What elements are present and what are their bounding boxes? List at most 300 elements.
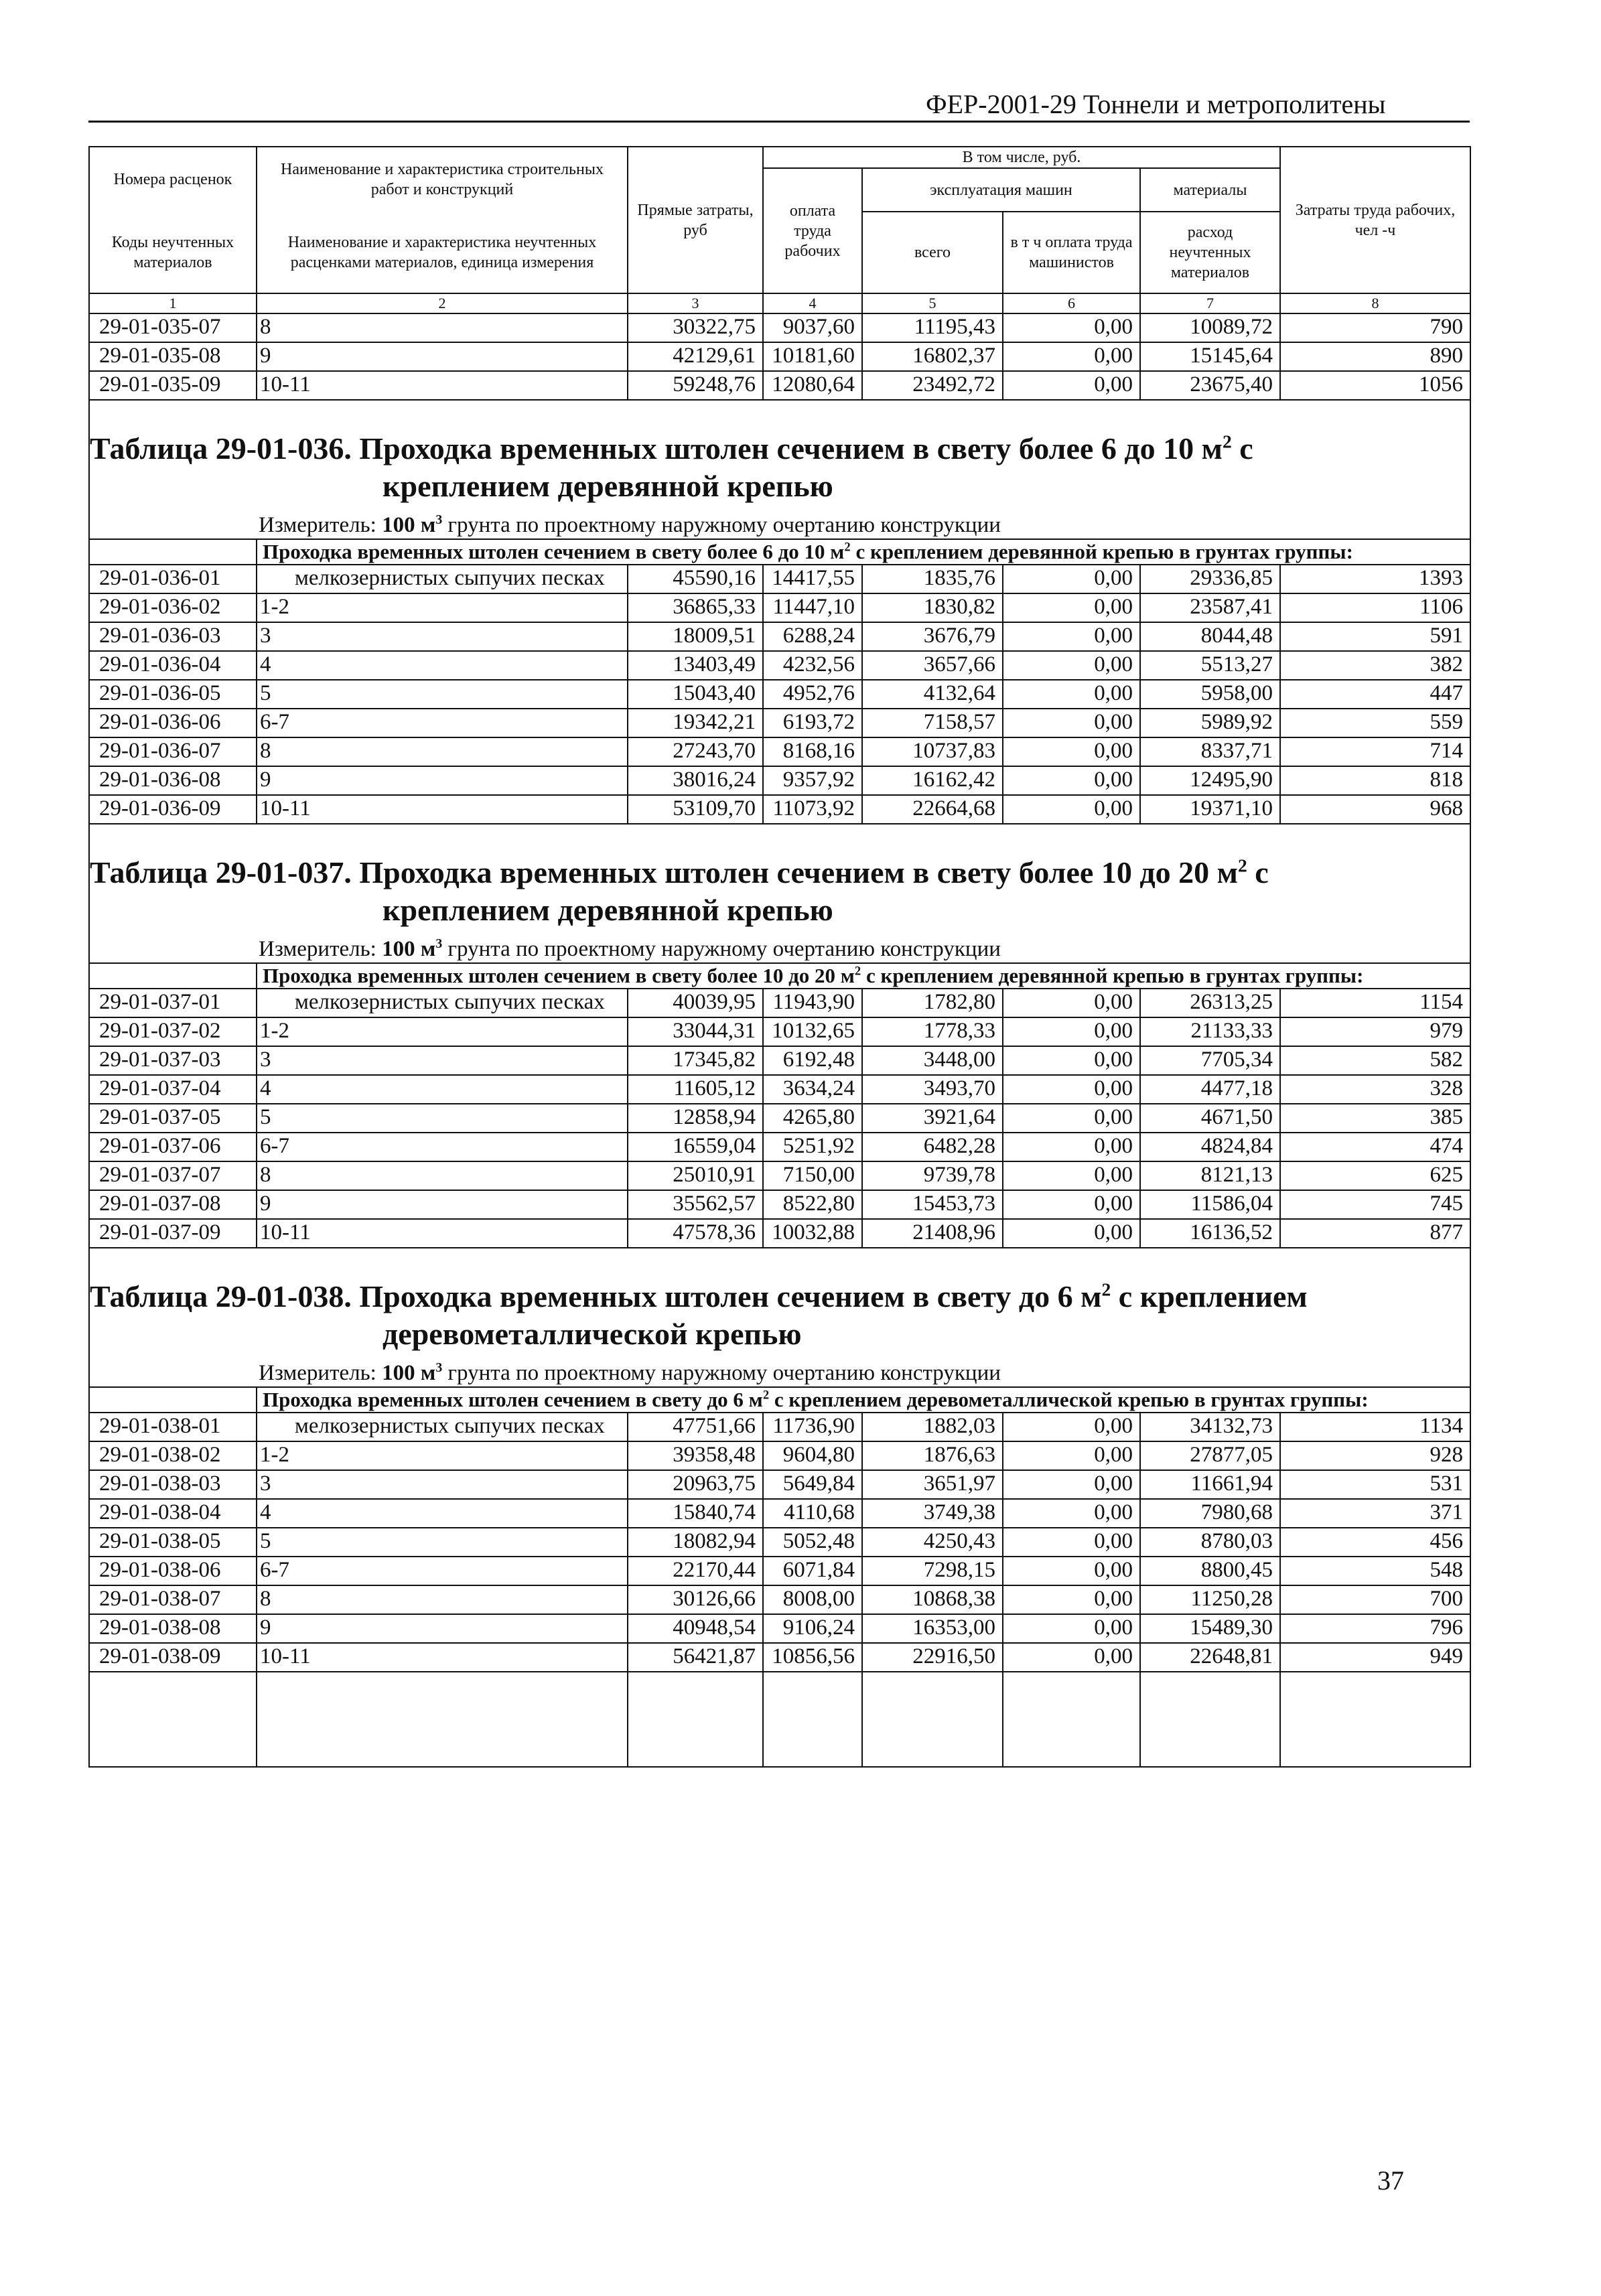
- work-name: [257, 1643, 628, 1672]
- direct-costs: 18082,94: [628, 1528, 763, 1557]
- header-worker-pay: оплата труда рабочих: [763, 168, 862, 293]
- table-row: [89, 795, 1470, 824]
- direct-costs: 16559,04: [628, 1133, 763, 1161]
- worker-pay: 12080,64: [763, 371, 862, 400]
- operator-pay: 0,00: [1003, 1017, 1140, 1046]
- materials-cost: 8800,45: [1140, 1557, 1280, 1585]
- labor-hours: 625: [1280, 1161, 1470, 1190]
- direct-costs: 17345,82: [628, 1046, 763, 1075]
- work-name: [257, 1413, 628, 1441]
- work-name: [257, 1161, 628, 1190]
- machines-total: 16802,37: [862, 342, 1003, 371]
- work-name: [257, 1219, 628, 1248]
- labor-hours: 591: [1280, 622, 1470, 651]
- machines-total: 3493,70: [862, 1075, 1003, 1104]
- table-row: [89, 622, 1470, 651]
- table-row: [89, 989, 1470, 1017]
- machines-total: 15453,73: [862, 1190, 1003, 1219]
- row-name-text: 9: [260, 1616, 271, 1640]
- rate-code: 29-01-036-05: [89, 680, 257, 709]
- header-machines-total: всего: [862, 212, 1003, 293]
- operator-pay: 0,00: [1003, 565, 1140, 593]
- labor-hours: 328: [1280, 1075, 1470, 1104]
- machines-total: 7158,57: [862, 709, 1003, 737]
- table-row: [89, 313, 1470, 342]
- column-numbers-row: [89, 293, 1470, 313]
- table-bottom-spacer: [89, 1672, 1470, 1767]
- work-name: [257, 622, 628, 651]
- materials-cost: 27877,05: [1140, 1441, 1280, 1470]
- rate-code: 29-01-037-01: [89, 989, 257, 1017]
- work-name: [257, 1017, 628, 1046]
- worker-pay: 9604,80: [763, 1441, 862, 1470]
- work-name: [257, 989, 628, 1017]
- direct-costs: 38016,24: [628, 766, 763, 795]
- operator-pay: 0,00: [1003, 1499, 1140, 1528]
- direct-costs: 22170,44: [628, 1557, 763, 1585]
- materials-cost: 23587,41: [1140, 593, 1280, 622]
- direct-costs: 20963,75: [628, 1470, 763, 1499]
- operator-pay: 0,00: [1003, 313, 1140, 342]
- direct-costs: 30322,75: [628, 313, 763, 342]
- table-row: [89, 680, 1470, 709]
- work-name: [257, 565, 628, 593]
- labor-hours: 1393: [1280, 565, 1470, 593]
- materials-cost: 21133,33: [1140, 1017, 1280, 1046]
- machines-total: 7298,15: [862, 1557, 1003, 1585]
- table-row: [89, 1161, 1470, 1190]
- row-name-text: 10-11: [260, 1220, 311, 1244]
- column-number: 4: [763, 293, 862, 313]
- row-name-text: 4: [260, 1076, 271, 1100]
- table-title-line1: Таблица 29-01-037. Проходка временных штолен сечением в свету более 10 до 20 $м^2$ с: [90, 855, 1269, 889]
- work-name: [257, 1046, 628, 1075]
- rate-code: 29-01-037-09: [89, 1219, 257, 1248]
- machines-total: 3657,66: [862, 651, 1003, 680]
- machines-total: 1876,63: [862, 1441, 1003, 1470]
- worker-pay: 8008,00: [763, 1585, 862, 1614]
- work-name: [257, 1075, 628, 1104]
- row-name-text: 1-2: [260, 1443, 289, 1467]
- materials-cost: 22648,81: [1140, 1643, 1280, 1672]
- labor-hours: 790: [1280, 313, 1470, 342]
- materials-cost: 8121,13: [1140, 1161, 1280, 1190]
- worker-pay: 8522,80: [763, 1190, 862, 1219]
- worker-pay: 11073,92: [763, 795, 862, 824]
- header-including: В том числе, руб.: [763, 147, 1280, 168]
- operator-pay: 0,00: [1003, 1046, 1140, 1075]
- operator-pay: 0,00: [1003, 737, 1140, 766]
- measurement-unit: Измеритель: 100 $м^3$ грунта по проектному наружному очертанию конструкции: [89, 1360, 1470, 1387]
- rate-code: 29-01-036-01: [89, 565, 257, 593]
- worker-pay: 10032,88: [763, 1219, 862, 1248]
- machines-total: 6482,28: [862, 1133, 1003, 1161]
- row-name-text: мелкозернистых сыпучих песках: [295, 1414, 605, 1438]
- work-name: [257, 1499, 628, 1528]
- operator-pay: 0,00: [1003, 795, 1140, 824]
- header-material-name: Наименование и характеристика неучтенных расценками материалов, единица измерения: [257, 212, 628, 293]
- labor-hours: 877: [1280, 1219, 1470, 1248]
- materials-cost: 15145,64: [1140, 342, 1280, 371]
- work-name: [257, 766, 628, 795]
- row-name-text: мелкозернистых сыпучих песках: [295, 566, 605, 590]
- table-row: [89, 1046, 1470, 1075]
- work-name: [257, 1470, 628, 1499]
- table-row: [89, 565, 1470, 593]
- work-name: [257, 1528, 628, 1557]
- labor-hours: 714: [1280, 737, 1470, 766]
- materials-cost: 26313,25: [1140, 989, 1280, 1017]
- materials-cost: 11586,04: [1140, 1190, 1280, 1219]
- machines-total: 10868,38: [862, 1585, 1003, 1614]
- table-row: [89, 1075, 1470, 1104]
- machines-total: 1782,80: [862, 989, 1003, 1017]
- direct-costs: 13403,49: [628, 651, 763, 680]
- operator-pay: 0,00: [1003, 766, 1140, 795]
- direct-costs: 40948,54: [628, 1614, 763, 1643]
- direct-costs: 47751,66: [628, 1413, 763, 1441]
- machines-total: 1835,76: [862, 565, 1003, 593]
- machines-total: 16162,42: [862, 766, 1003, 795]
- table-row: [89, 1585, 1470, 1614]
- rate-code: 29-01-035-08: [89, 342, 257, 371]
- machines-total: 21408,96: [862, 1219, 1003, 1248]
- rate-code: 29-01-037-05: [89, 1104, 257, 1133]
- operator-pay: 0,00: [1003, 1585, 1140, 1614]
- worker-pay: 11943,90: [763, 989, 862, 1017]
- operator-pay: 0,00: [1003, 371, 1140, 400]
- labor-hours: 548: [1280, 1557, 1470, 1585]
- rate-code: 29-01-036-04: [89, 651, 257, 680]
- header-material-codes: Коды неучтенных материалов: [89, 212, 257, 293]
- rate-code: 29-01-038-07: [89, 1585, 257, 1614]
- table-title: [89, 400, 1470, 512]
- table-row: [89, 737, 1470, 766]
- rates-table: [88, 146, 1471, 1768]
- row-name-text: 3: [260, 1472, 271, 1496]
- row-name-text: 8: [260, 1163, 271, 1187]
- labor-hours: 447: [1280, 680, 1470, 709]
- materials-cost: 5989,92: [1140, 709, 1280, 737]
- labor-hours: 818: [1280, 766, 1470, 795]
- table-row: [89, 593, 1470, 622]
- machines-total: 4132,64: [862, 680, 1003, 709]
- worker-pay: 6193,72: [763, 709, 862, 737]
- row-name-text: 4: [260, 1500, 271, 1524]
- column-number: 2: [257, 293, 628, 313]
- machines-total: 1778,33: [862, 1017, 1003, 1046]
- table-row: [89, 1557, 1470, 1585]
- row-name-text: 5: [260, 1105, 271, 1129]
- operator-pay: 0,00: [1003, 1614, 1140, 1643]
- machines-total: 3676,79: [862, 622, 1003, 651]
- table-row: [89, 1528, 1470, 1557]
- rate-code: 29-01-038-08: [89, 1614, 257, 1643]
- row-name-text: 8: [260, 1587, 271, 1611]
- direct-costs: 59248,76: [628, 371, 763, 400]
- rate-code: 29-01-036-03: [89, 622, 257, 651]
- rate-code: 29-01-035-09: [89, 371, 257, 400]
- operator-pay: 0,00: [1003, 1161, 1140, 1190]
- rate-code: 29-01-036-06: [89, 709, 257, 737]
- operator-pay: 0,00: [1003, 593, 1140, 622]
- materials-cost: 4477,18: [1140, 1075, 1280, 1104]
- worker-pay: 9106,24: [763, 1614, 862, 1643]
- worker-pay: 9357,92: [763, 766, 862, 795]
- rate-code: 29-01-038-03: [89, 1470, 257, 1499]
- machines-total: 22664,68: [862, 795, 1003, 824]
- materials-cost: 7705,34: [1140, 1046, 1280, 1075]
- header-rule: [88, 121, 1470, 123]
- work-name: [257, 342, 628, 371]
- labor-hours: 1134: [1280, 1413, 1470, 1441]
- worker-pay: 7150,00: [763, 1161, 862, 1190]
- row-name-text: 6-7: [260, 1134, 289, 1158]
- work-name: [257, 1441, 628, 1470]
- work-name: [257, 737, 628, 766]
- machines-total: 16353,00: [862, 1614, 1003, 1643]
- work-name: [257, 1133, 628, 1161]
- operator-pay: 0,00: [1003, 1219, 1140, 1248]
- operator-pay: 0,00: [1003, 1133, 1140, 1161]
- row-name-text: 5: [260, 1529, 271, 1553]
- table-title-line1: Таблица 29-01-038. Проходка временных штолен сечением в свету до 6 $м^2$ с креплением: [90, 1279, 1308, 1313]
- table-body: [89, 313, 1470, 1767]
- labor-hours: 371: [1280, 1499, 1470, 1528]
- worker-pay: 4110,68: [763, 1499, 862, 1528]
- direct-costs: 25010,91: [628, 1161, 763, 1190]
- table-title-line1: Таблица 29-01-036. Проходка временных штолен сечением в свету более 6 до 10 $м^2$ с: [90, 431, 1253, 465]
- direct-costs: 33044,31: [628, 1017, 763, 1046]
- materials-cost: 34132,73: [1140, 1413, 1280, 1441]
- measurement-unit: Измеритель: 100 $м^3$ грунта по проектному наружному очертанию конструкции: [89, 936, 1470, 963]
- labor-hours: 559: [1280, 709, 1470, 737]
- materials-cost: 29336,85: [1140, 565, 1280, 593]
- column-number: 5: [862, 293, 1003, 313]
- machines-total: 3448,00: [862, 1046, 1003, 1075]
- table-row: [89, 1499, 1470, 1528]
- worker-pay: 9037,60: [763, 313, 862, 342]
- rate-code: 29-01-038-09: [89, 1643, 257, 1672]
- work-name: [257, 709, 628, 737]
- direct-costs: 19342,21: [628, 709, 763, 737]
- direct-costs: 36865,33: [628, 593, 763, 622]
- table-row: [89, 1104, 1470, 1133]
- work-name: [257, 1614, 628, 1643]
- column-number: 1: [89, 293, 257, 313]
- column-number: 8: [1280, 293, 1470, 313]
- machines-total: 10737,83: [862, 737, 1003, 766]
- row-name-text: 9: [260, 1192, 271, 1216]
- rate-code: 29-01-037-02: [89, 1017, 257, 1046]
- labor-hours: 979: [1280, 1017, 1470, 1046]
- measurement-unit: Измеритель: 100 $м^3$ грунта по проектному наружному очертанию конструкции: [89, 512, 1470, 539]
- work-name: [257, 1585, 628, 1614]
- operator-pay: 0,00: [1003, 651, 1140, 680]
- worker-pay: 3634,24: [763, 1075, 862, 1104]
- direct-costs: 47578,36: [628, 1219, 763, 1248]
- table-row: [89, 1470, 1470, 1499]
- operator-pay: 0,00: [1003, 342, 1140, 371]
- machines-total: 3749,38: [862, 1499, 1003, 1528]
- worker-pay: 14417,55: [763, 565, 862, 593]
- operator-pay: 0,00: [1003, 1557, 1140, 1585]
- worker-pay: 8168,16: [763, 737, 862, 766]
- labor-hours: 385: [1280, 1104, 1470, 1133]
- work-name: [257, 371, 628, 400]
- labor-hours: 382: [1280, 651, 1470, 680]
- operator-pay: 0,00: [1003, 989, 1140, 1017]
- direct-costs: 42129,61: [628, 342, 763, 371]
- direct-costs: 39358,48: [628, 1441, 763, 1470]
- labor-hours: 949: [1280, 1643, 1470, 1672]
- rates-sheet: [88, 146, 1470, 1768]
- labor-hours: 796: [1280, 1614, 1470, 1643]
- materials-cost: 5513,27: [1140, 651, 1280, 680]
- direct-costs: 53109,70: [628, 795, 763, 824]
- rate-code: 29-01-036-02: [89, 593, 257, 622]
- group-heading: Проходка временных штолен сечением в свету более 10 до 20 $м^2$ с креплением деревянной крепью в грунтах группы:: [89, 963, 1470, 989]
- column-number: 7: [1140, 293, 1280, 313]
- materials-cost: 11250,28: [1140, 1585, 1280, 1614]
- row-name-text: 1-2: [260, 1019, 289, 1043]
- machines-total: 3651,97: [862, 1470, 1003, 1499]
- row-name-text: 9: [260, 344, 271, 368]
- materials-cost: 8780,03: [1140, 1528, 1280, 1557]
- row-name-text: 4: [260, 652, 271, 676]
- table-row: [89, 1219, 1470, 1248]
- direct-costs: 15043,40: [628, 680, 763, 709]
- labor-hours: 1106: [1280, 593, 1470, 622]
- operator-pay: 0,00: [1003, 1441, 1140, 1470]
- labor-hours: 700: [1280, 1585, 1470, 1614]
- table-row: [89, 1614, 1470, 1643]
- work-name: [257, 1557, 628, 1585]
- worker-pay: 10856,56: [763, 1643, 862, 1672]
- operator-pay: 0,00: [1003, 680, 1140, 709]
- labor-hours: 456: [1280, 1528, 1470, 1557]
- materials-cost: 16136,52: [1140, 1219, 1280, 1248]
- labor-hours: 890: [1280, 342, 1470, 371]
- table-row: [89, 651, 1470, 680]
- machines-total: 3921,64: [862, 1104, 1003, 1133]
- work-name: [257, 593, 628, 622]
- header-materials: материалы: [1140, 168, 1280, 212]
- row-name-text: 1-2: [260, 595, 289, 619]
- header-labor-hours: Затраты труда рабочих, чел -ч: [1280, 147, 1470, 293]
- labor-hours: 474: [1280, 1133, 1470, 1161]
- rate-code: 29-01-037-04: [89, 1075, 257, 1104]
- machines-total: 23492,72: [862, 371, 1003, 400]
- header-machines: эксплуатация машин: [862, 168, 1140, 212]
- rate-code: 29-01-037-06: [89, 1133, 257, 1161]
- operator-pay: 0,00: [1003, 1190, 1140, 1219]
- column-number: 6: [1003, 293, 1140, 313]
- table-header: [89, 147, 1470, 313]
- materials-cost: 7980,68: [1140, 1499, 1280, 1528]
- rate-code: 29-01-037-08: [89, 1190, 257, 1219]
- worker-pay: 4232,56: [763, 651, 862, 680]
- worker-pay: 10132,65: [763, 1017, 862, 1046]
- row-name-text: 10-11: [260, 372, 311, 397]
- worker-pay: 5649,84: [763, 1470, 862, 1499]
- labor-hours: 928: [1280, 1441, 1470, 1470]
- direct-costs: 35562,57: [628, 1190, 763, 1219]
- machines-total: 1830,82: [862, 593, 1003, 622]
- worker-pay: 4952,76: [763, 680, 862, 709]
- materials-cost: 15489,30: [1140, 1614, 1280, 1643]
- worker-pay: 6288,24: [763, 622, 862, 651]
- table-title-line2: креплением деревянной крепью: [382, 469, 833, 503]
- labor-hours: 745: [1280, 1190, 1470, 1219]
- materials-cost: 4824,84: [1140, 1133, 1280, 1161]
- row-name-text: 9: [260, 768, 271, 792]
- materials-cost: 8337,71: [1140, 737, 1280, 766]
- materials-cost: 19371,10: [1140, 795, 1280, 824]
- labor-hours: 1056: [1280, 371, 1470, 400]
- table-row: [89, 1643, 1470, 1672]
- row-name-text: 10-11: [260, 1644, 311, 1668]
- work-name: [257, 795, 628, 824]
- materials-cost: 4671,50: [1140, 1104, 1280, 1133]
- table-row: [89, 709, 1470, 737]
- rate-code: 29-01-038-02: [89, 1441, 257, 1470]
- row-name-text: 6-7: [260, 710, 289, 734]
- direct-costs: 56421,87: [628, 1643, 763, 1672]
- worker-pay: 5052,48: [763, 1528, 862, 1557]
- operator-pay: 0,00: [1003, 622, 1140, 651]
- machines-total: 11195,43: [862, 313, 1003, 342]
- header-direct-costs: Прямые затраты, руб: [628, 147, 763, 293]
- labor-hours: 531: [1280, 1470, 1470, 1499]
- work-name: [257, 651, 628, 680]
- direct-costs: 12858,94: [628, 1104, 763, 1133]
- table-row: [89, 1133, 1470, 1161]
- page-number: 37: [1377, 2165, 1404, 2196]
- rate-code: 29-01-035-07: [89, 313, 257, 342]
- direct-costs: 27243,70: [628, 737, 763, 766]
- materials-cost: 5958,00: [1140, 680, 1280, 709]
- operator-pay: 0,00: [1003, 1643, 1140, 1672]
- worker-pay: 6071,84: [763, 1557, 862, 1585]
- group-heading: Проходка временных штолен сечением в свету до 6 $м^2$ с креплением деревометаллической крепью в грунтах группы:: [89, 1387, 1470, 1413]
- materials-cost: 23675,40: [1140, 371, 1280, 400]
- row-name-text: 8: [260, 315, 271, 339]
- rate-code: 29-01-038-01: [89, 1413, 257, 1441]
- direct-costs: 30126,66: [628, 1585, 763, 1614]
- row-name-text: мелкозернистых сыпучих песках: [295, 990, 605, 1014]
- labor-hours: 1154: [1280, 989, 1470, 1017]
- work-name: [257, 313, 628, 342]
- operator-pay: 0,00: [1003, 709, 1140, 737]
- column-number: 3: [628, 293, 763, 313]
- table-row: [89, 1413, 1470, 1441]
- table-row: [89, 1441, 1470, 1470]
- operator-pay: 0,00: [1003, 1104, 1140, 1133]
- worker-pay: 5251,92: [763, 1133, 862, 1161]
- direct-costs: 40039,95: [628, 989, 763, 1017]
- work-name: [257, 1104, 628, 1133]
- materials-cost: 10089,72: [1140, 313, 1280, 342]
- worker-pay: 10181,60: [763, 342, 862, 371]
- worker-pay: 4265,80: [763, 1104, 862, 1133]
- rate-code: 29-01-037-03: [89, 1046, 257, 1075]
- operator-pay: 0,00: [1003, 1528, 1140, 1557]
- rate-code: 29-01-036-08: [89, 766, 257, 795]
- direct-costs: 11605,12: [628, 1075, 763, 1104]
- row-name-text: 6-7: [260, 1558, 289, 1582]
- machines-total: 9739,78: [862, 1161, 1003, 1190]
